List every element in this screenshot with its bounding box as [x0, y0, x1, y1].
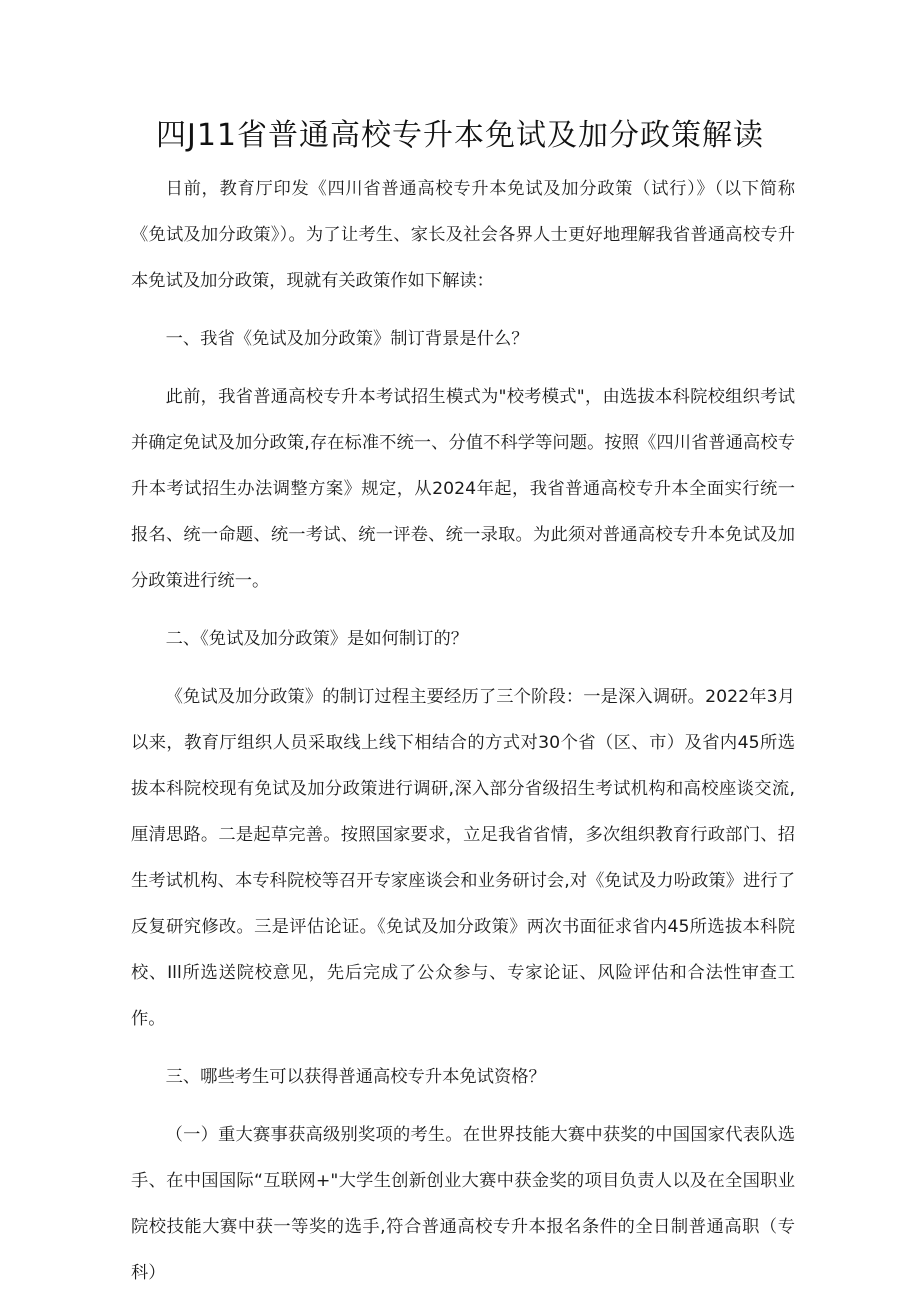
section-heading-2: 二、《免试及加分政策》是如何制订的？	[165, 629, 469, 649]
section-1-paragraph: 此前，我省普通高校专升本考试招生模式为"校考模式"，由选拔本科院校组织考试并确定免试及加分政策,存在标准不统一、分值不科学等问题。按照《四川省普通高校专升本考试招生办法调整方案》规定，从2024年起，我省普通高校专升本全面实行统一报名、统一命题、统一考试、统一评卷、统一录取。为此须对普通高校专升本免试及加分政策进行统一。	[131, 387, 795, 591]
intro-paragraph: 日前，教育厅印发《四川省普通高校专升本免试及加分政策（试行）》（以下简称《免试及加分政策》）。为了让考生、家长及社会各界人士更好地理解我省普通高校专升本免试及加分政策，现就有关政策作如下解读：	[131, 179, 795, 291]
document-body	[131, 166, 795, 1296]
section-3-paragraph: （一）重大赛事获高级别奖项的考生。在世界技能大赛中获奖的中国国家代表队选手、在中国国际“互联网+"大学生创新创业大赛中获金奖的项目负责人以及在全国职业院校技能大赛中获一等奖的选手,符合普通高校专升本报名条件的全日制普通高职（专科）	[131, 1125, 795, 1283]
section-heading-1: 一、我省《免试及加分政策》制订背景是什么？	[165, 329, 529, 349]
section-2-paragraph: 《免试及加分政策》的制订过程主要经历了三个阶段：一是深入调研。2022年3月以来，教育厅组织人员采取线上线下相结合的方式对30个省（区、市）及省内45所选拔本科院校现有免试及加分政策进行调研,深入部分省级招生考试机构和高校座谈交流,厘清思路。二是起草完善。按照国家要求，立足我省省情，多次组织教育行政部门、招生考试机构、本专科院校等召开专家座谈会和业务研讨会,对《免试及力吩政策》进行了反复研究修改。三是评估论证。《免试及加分政策》两次书面征求省内45所选拔本科院校、Ill所选送院校意见，先后完成了公众参与、专家论证、风险评估和合法性审查工作。	[131, 687, 795, 1029]
document-title: 四J11省普通高校专升本免试及加分政策解读	[155, 118, 765, 153]
section-heading-3: 三、哪些考生可以获得普通高校专升本免试资格？	[165, 1067, 546, 1087]
